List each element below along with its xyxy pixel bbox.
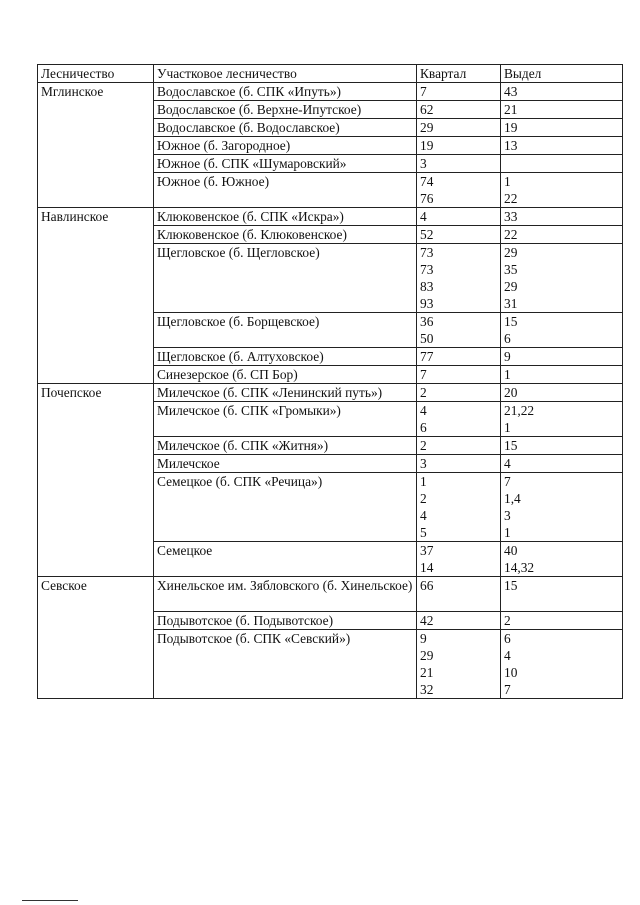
vydel-cell xyxy=(501,455,623,473)
vydel-value: 43 xyxy=(504,84,518,99)
vydel-cell xyxy=(501,612,623,630)
forestry-cell: Мглинское xyxy=(38,83,154,208)
vydel-cell xyxy=(501,137,623,155)
vydel-value: 6 xyxy=(504,631,511,646)
kvartal-cell xyxy=(417,366,501,384)
vydel-value: 4 xyxy=(504,648,511,663)
vydel-value: 7 xyxy=(504,682,511,697)
vydel-cell xyxy=(501,208,623,226)
district-cell: Синезерское (б. СП Бор) xyxy=(154,366,417,384)
vydel-cell xyxy=(501,473,623,542)
kvartal-value: 76 xyxy=(420,191,434,206)
kvartal-value: 37 xyxy=(420,543,434,558)
kvartal-value: 52 xyxy=(420,227,434,242)
vydel-cell xyxy=(501,173,623,208)
kvartal-cell xyxy=(417,226,501,244)
district-cell: Семецкое xyxy=(154,542,417,577)
kvartal-cell xyxy=(417,455,501,473)
kvartal-value: 3 xyxy=(420,456,427,471)
kvartal-value: 93 xyxy=(420,296,434,311)
header-forestry: Лесничество xyxy=(38,65,154,83)
kvartal-value: 42 xyxy=(420,613,434,628)
district-cell: Щегловское (б. Борщевское) xyxy=(154,313,417,348)
kvartal-value: 36 xyxy=(420,314,434,329)
table-header-row xyxy=(38,65,623,83)
table-row xyxy=(38,384,623,402)
kvartal-cell xyxy=(417,612,501,630)
header-district: Участковое лесничество xyxy=(154,65,417,83)
kvartal-value: 2 xyxy=(420,438,427,453)
kvartal-cell xyxy=(417,542,501,577)
footnote-separator xyxy=(22,900,78,901)
vydel-value: 33 xyxy=(504,209,518,224)
district-cell: Водославское (б. Водославское) xyxy=(154,119,417,137)
kvartal-value: 1 xyxy=(420,474,427,489)
kvartal-value: 4 xyxy=(420,209,427,224)
vydel-value: 31 xyxy=(504,296,518,311)
district-cell: Хинельское им. Зябловского (б. Хинельское) xyxy=(154,577,417,612)
vydel-value: 1 xyxy=(504,174,511,189)
kvartal-value: 2 xyxy=(420,385,427,400)
kvartal-cell xyxy=(417,137,501,155)
vydel-cell xyxy=(501,542,623,577)
kvartal-value: 83 xyxy=(420,279,434,294)
kvartal-value: 74 xyxy=(420,174,434,189)
kvartal-value: 29 xyxy=(420,120,434,135)
vydel-value: 1 xyxy=(504,420,511,435)
vydel-value: 9 xyxy=(504,349,511,364)
vydel-cell xyxy=(501,348,623,366)
forestry-cell: Почепское xyxy=(38,384,154,577)
kvartal-value: 7 xyxy=(420,367,427,382)
kvartal-value: 7 xyxy=(420,84,427,99)
district-cell: Водославское (б. Верхне-Ипутское) xyxy=(154,101,417,119)
kvartal-value: 73 xyxy=(420,245,434,260)
vydel-value: 22 xyxy=(504,227,518,242)
district-cell: Подывотское (б. Подывотское) xyxy=(154,612,417,630)
kvartal-value: 29 xyxy=(420,648,434,663)
vydel-value: 21,22 xyxy=(504,403,535,418)
vydel-value: 29 xyxy=(504,279,518,294)
district-cell: Подывотское (б. СПК «Севский») xyxy=(154,630,417,699)
kvartal-cell xyxy=(417,313,501,348)
vydel-value: 14,32 xyxy=(504,560,535,575)
district-cell: Милечское (б. СПК «Громыки») xyxy=(154,402,417,437)
district-cell: Семецкое (б. СПК «Речица») xyxy=(154,473,417,542)
kvartal-cell xyxy=(417,402,501,437)
forestry-cell: Севское xyxy=(38,577,154,699)
kvartal-cell xyxy=(417,83,501,101)
kvartal-cell xyxy=(417,244,501,313)
vydel-value: 20 xyxy=(504,385,518,400)
kvartal-cell xyxy=(417,630,501,699)
vydel-value: 4 xyxy=(504,456,511,471)
district-cell: Милечское xyxy=(154,455,417,473)
district-cell: Щегловское (б. Щегловское) xyxy=(154,244,417,313)
kvartal-value: 9 xyxy=(420,631,427,646)
forestry-cell: Навлинское xyxy=(38,208,154,384)
district-cell: Южное (б. СПК «Шумаровский» xyxy=(154,155,417,173)
vydel-cell xyxy=(501,119,623,137)
vydel-value xyxy=(504,594,622,611)
district-cell: Южное (б. Южное) xyxy=(154,173,417,208)
vydel-cell xyxy=(501,83,623,101)
kvartal-value: 3 xyxy=(420,156,427,171)
vydel-value: 10 xyxy=(504,665,518,680)
kvartal-value: 6 xyxy=(420,420,427,435)
vydel-value: 19 xyxy=(504,120,518,135)
vydel-value: 3 xyxy=(504,508,511,523)
vydel-cell xyxy=(501,101,623,119)
table-row xyxy=(38,577,623,612)
kvartal-value: 2 xyxy=(420,491,427,506)
vydel-cell xyxy=(501,437,623,455)
vydel-cell xyxy=(501,226,623,244)
district-cell: Щегловское (б. Алтуховское) xyxy=(154,348,417,366)
kvartal-cell xyxy=(417,173,501,208)
vydel-value: 29 xyxy=(504,245,518,260)
district-cell: Клюковенское (б. Клюковенское) xyxy=(154,226,417,244)
vydel-value: 1,4 xyxy=(504,491,521,506)
vydel-value: 7 xyxy=(504,474,511,489)
vydel-value: 6 xyxy=(504,331,511,346)
vydel-value: 2 xyxy=(504,613,511,628)
kvartal-value: 14 xyxy=(420,560,434,575)
vydel-value: 21 xyxy=(504,102,518,117)
vydel-value: 40 xyxy=(504,543,518,558)
kvartal-cell xyxy=(417,577,501,612)
vydel-cell xyxy=(501,402,623,437)
table-row xyxy=(38,83,623,101)
district-cell: Милечское (б. СПК «Ленинский путь») xyxy=(154,384,417,402)
district-cell: Южное (б. Загородное) xyxy=(154,137,417,155)
district-cell: Водославское (б. СПК «Ипуть») xyxy=(154,83,417,101)
vydel-cell xyxy=(501,630,623,699)
vydel-value: 15 xyxy=(504,314,518,329)
vydel-value: 1 xyxy=(504,525,511,540)
kvartal-value: 77 xyxy=(420,349,434,364)
vydel-cell xyxy=(501,384,623,402)
kvartal-cell xyxy=(417,119,501,137)
kvartal-cell xyxy=(417,384,501,402)
header-vydel: Выдел xyxy=(501,65,623,83)
kvartal-value xyxy=(420,594,500,611)
kvartal-cell xyxy=(417,101,501,119)
kvartal-cell xyxy=(417,348,501,366)
kvartal-cell xyxy=(417,155,501,173)
kvartal-value: 21 xyxy=(420,665,434,680)
header-kvartal: Квартал xyxy=(417,65,501,83)
vydel-value: 35 xyxy=(504,262,518,277)
kvartal-value: 73 xyxy=(420,262,434,277)
kvartal-cell xyxy=(417,208,501,226)
kvartal-value: 5 xyxy=(420,525,427,540)
vydel-cell xyxy=(501,313,623,348)
district-cell: Милечское (б. СПК «Житня») xyxy=(154,437,417,455)
kvartal-cell xyxy=(417,437,501,455)
vydel-value: 15 xyxy=(504,438,518,453)
forestry-table xyxy=(37,64,623,699)
vydel-cell xyxy=(501,244,623,313)
vydel-value xyxy=(504,155,622,172)
kvartal-cell xyxy=(417,473,501,542)
vydel-cell xyxy=(501,366,623,384)
kvartal-value: 4 xyxy=(420,403,427,418)
kvartal-value: 62 xyxy=(420,102,434,117)
vydel-value: 22 xyxy=(504,191,518,206)
vydel-value: 15 xyxy=(504,578,518,593)
district-cell: Клюковенское (б. СПК «Искра») xyxy=(154,208,417,226)
kvartal-value: 32 xyxy=(420,682,434,697)
kvartal-value: 66 xyxy=(420,578,434,593)
table-body xyxy=(38,83,623,699)
vydel-cell xyxy=(501,155,623,173)
kvartal-value: 50 xyxy=(420,331,434,346)
vydel-value: 1 xyxy=(504,367,511,382)
table-row xyxy=(38,208,623,226)
vydel-cell xyxy=(501,577,623,612)
kvartal-value: 19 xyxy=(420,138,434,153)
kvartal-value: 4 xyxy=(420,508,427,523)
vydel-value: 13 xyxy=(504,138,518,153)
